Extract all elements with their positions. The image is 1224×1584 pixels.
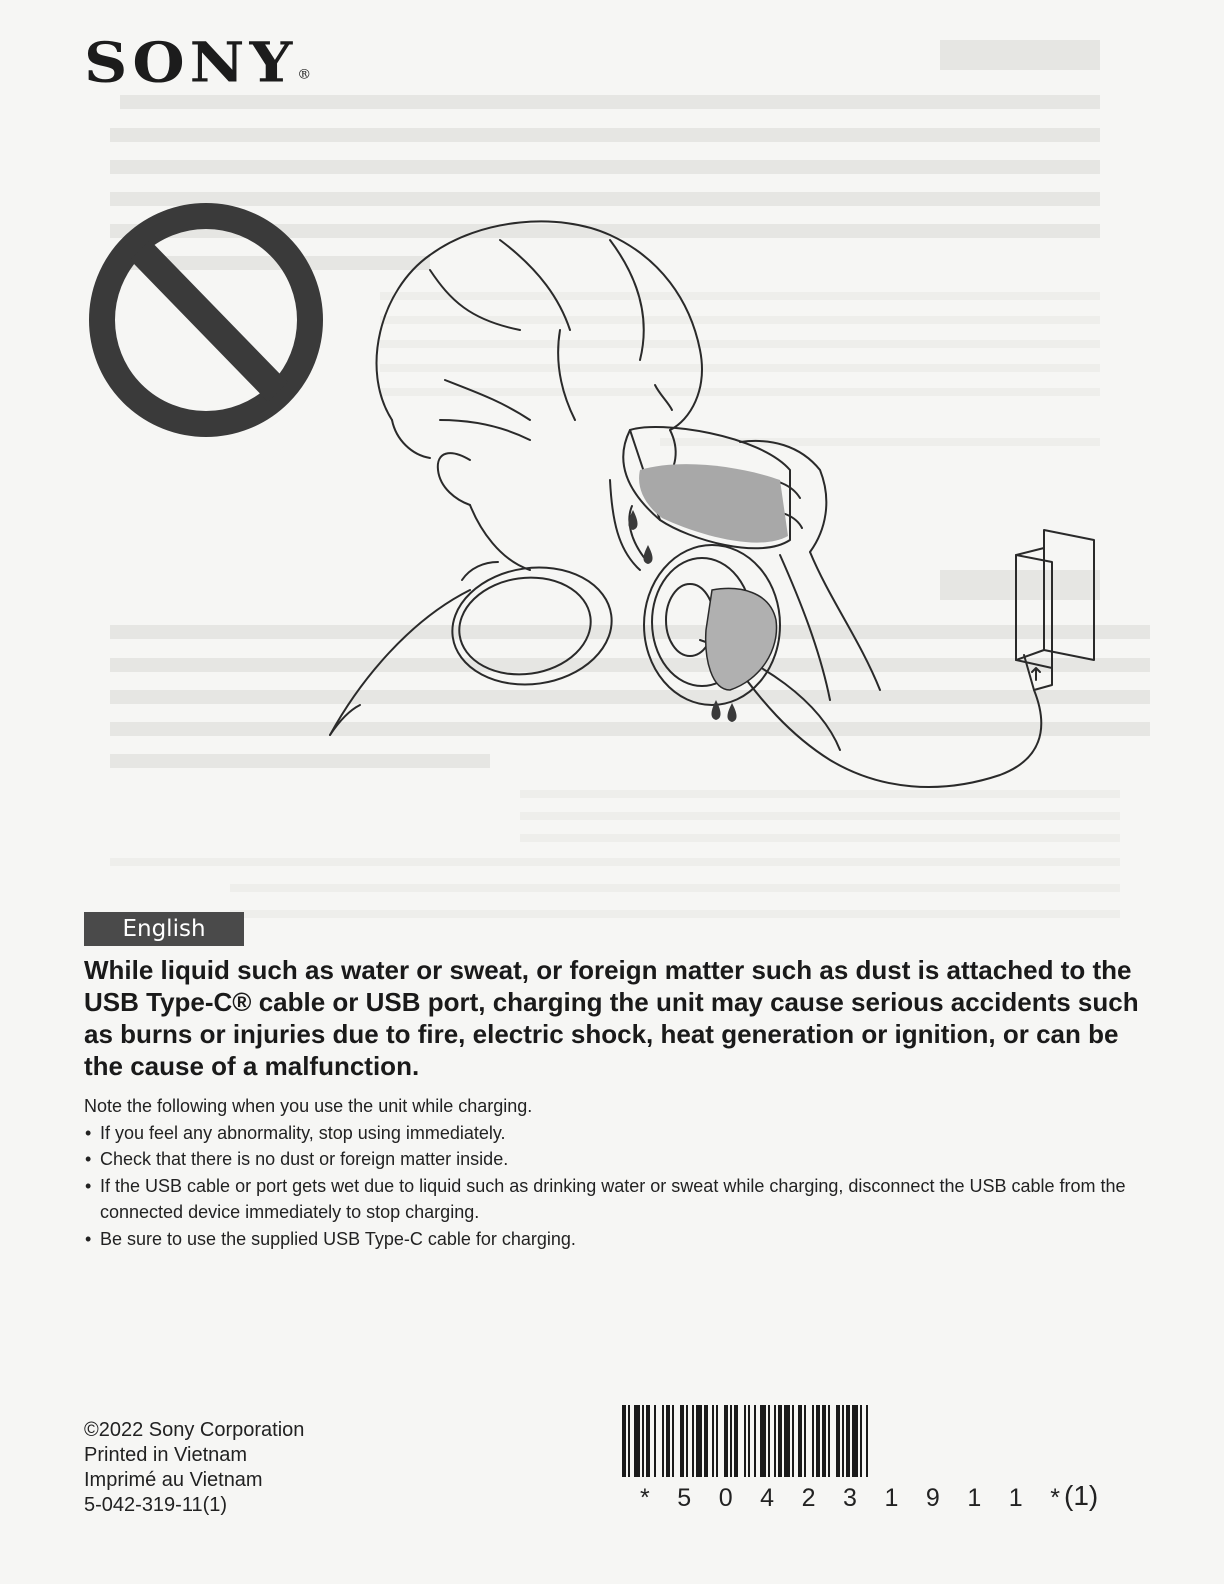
barcode-bar [672,1405,674,1477]
barcode-digit: * [640,1484,650,1512]
barcode-bar [666,1405,670,1477]
barcode-bar [704,1405,708,1477]
barcode-bar [712,1405,714,1477]
barcode-suffix: (1) [1064,1480,1099,1511]
barcode-bar [778,1405,782,1477]
barcode-bar [622,1405,626,1477]
part-number: 5-042-319-11(1) [84,1494,228,1516]
imprint-block [84,1418,304,1518]
barcode-bar [734,1405,738,1477]
barcode-bar [774,1405,776,1477]
barcode-bar [852,1405,858,1477]
barcode-bar [634,1405,640,1477]
barcode-bar [760,1405,766,1477]
barcode-bar [822,1405,826,1477]
barcode-bar [628,1405,630,1477]
barcode-bar [730,1405,732,1477]
barcode-bar [792,1405,794,1477]
barcode-digit: 5 [677,1484,692,1512]
barcode-bar [798,1405,802,1477]
liquid-in-glass [639,464,788,542]
barcode [622,1405,1054,1477]
notes-list [84,1120,1144,1253]
barcode-bar [748,1405,750,1477]
barcode-bar [866,1405,868,1477]
barcode-digit: 1 [967,1484,982,1512]
barcode-digit: 4 [760,1484,775,1512]
barcode-bar [680,1405,684,1477]
barcode-bar [724,1405,728,1477]
barcode-bar [816,1405,820,1477]
barcode-bar [662,1405,664,1477]
barcode-bar [768,1405,770,1477]
barcode-bar [860,1405,862,1477]
barcode-bar [804,1405,806,1477]
barcode-bar [696,1405,702,1477]
barcode-bar [646,1405,650,1477]
list-item: • If the USB cable or port gets wet due to liquid such as drinking water or sweat while charging, disconnect the USB cable from the connected device immediately to stop charging. [84,1173,1144,1226]
barcode-digit: 0 [718,1484,733,1512]
barcode-bar [692,1405,694,1477]
barcode-digit: 2 [801,1484,816,1512]
barcode-bar [842,1405,844,1477]
barcode-digit: 1 [884,1484,899,1512]
barcode-bar [828,1405,830,1477]
barcode-bar [744,1405,746,1477]
notes-intro: Note the following when you use the unit while charging. [84,1096,533,1116]
barcode-bar [784,1405,790,1477]
barcode-bar [846,1405,850,1477]
warning-statement: While liquid such as water or sweat, or foreign matter such as dust is attached to the USB Type-C® cable or USB port, charging the unit may cause serious accidents such as burns or injuries due to fire, electric shock, heat generation or ignition, or can be the cause of a malfunction. [84,955,1139,1081]
barcode-bar [686,1405,688,1477]
barcode-digit: 9 [925,1484,940,1512]
copyright: ©2022 Sony Corporation [84,1419,305,1441]
registered-mark: ® [297,67,312,83]
charging-notes [84,1093,1144,1252]
barcode-bar [812,1405,814,1477]
barcode-digit: 3 [843,1484,857,1512]
warning-illustration [80,200,1120,800]
list-item: • Check that there is no dust or foreign matter inside. [84,1146,1144,1173]
barcode-bar [836,1405,840,1477]
list-item: • If you feel any abnormality, stop using immediately. [84,1120,1144,1147]
barcode-digit: 1 [1008,1484,1023,1512]
barcode-bar [754,1405,756,1477]
sony-logo: SONY® [84,30,312,96]
barcode-bar [642,1405,644,1477]
printed-in-en: Printed in Vietnam [84,1444,248,1466]
barcode-bar [654,1405,656,1477]
prohibition-icon [102,216,310,424]
printed-in-fr: Imprimé au Vietnam [84,1469,263,1491]
barcode-bar [716,1405,718,1477]
list-item: • Be sure to use the supplied USB Type-C cable for charging. [84,1226,1144,1253]
barcode-digit: * [1050,1484,1060,1512]
language-badge: English [84,912,244,946]
barcode-digits [640,1484,1060,1513]
